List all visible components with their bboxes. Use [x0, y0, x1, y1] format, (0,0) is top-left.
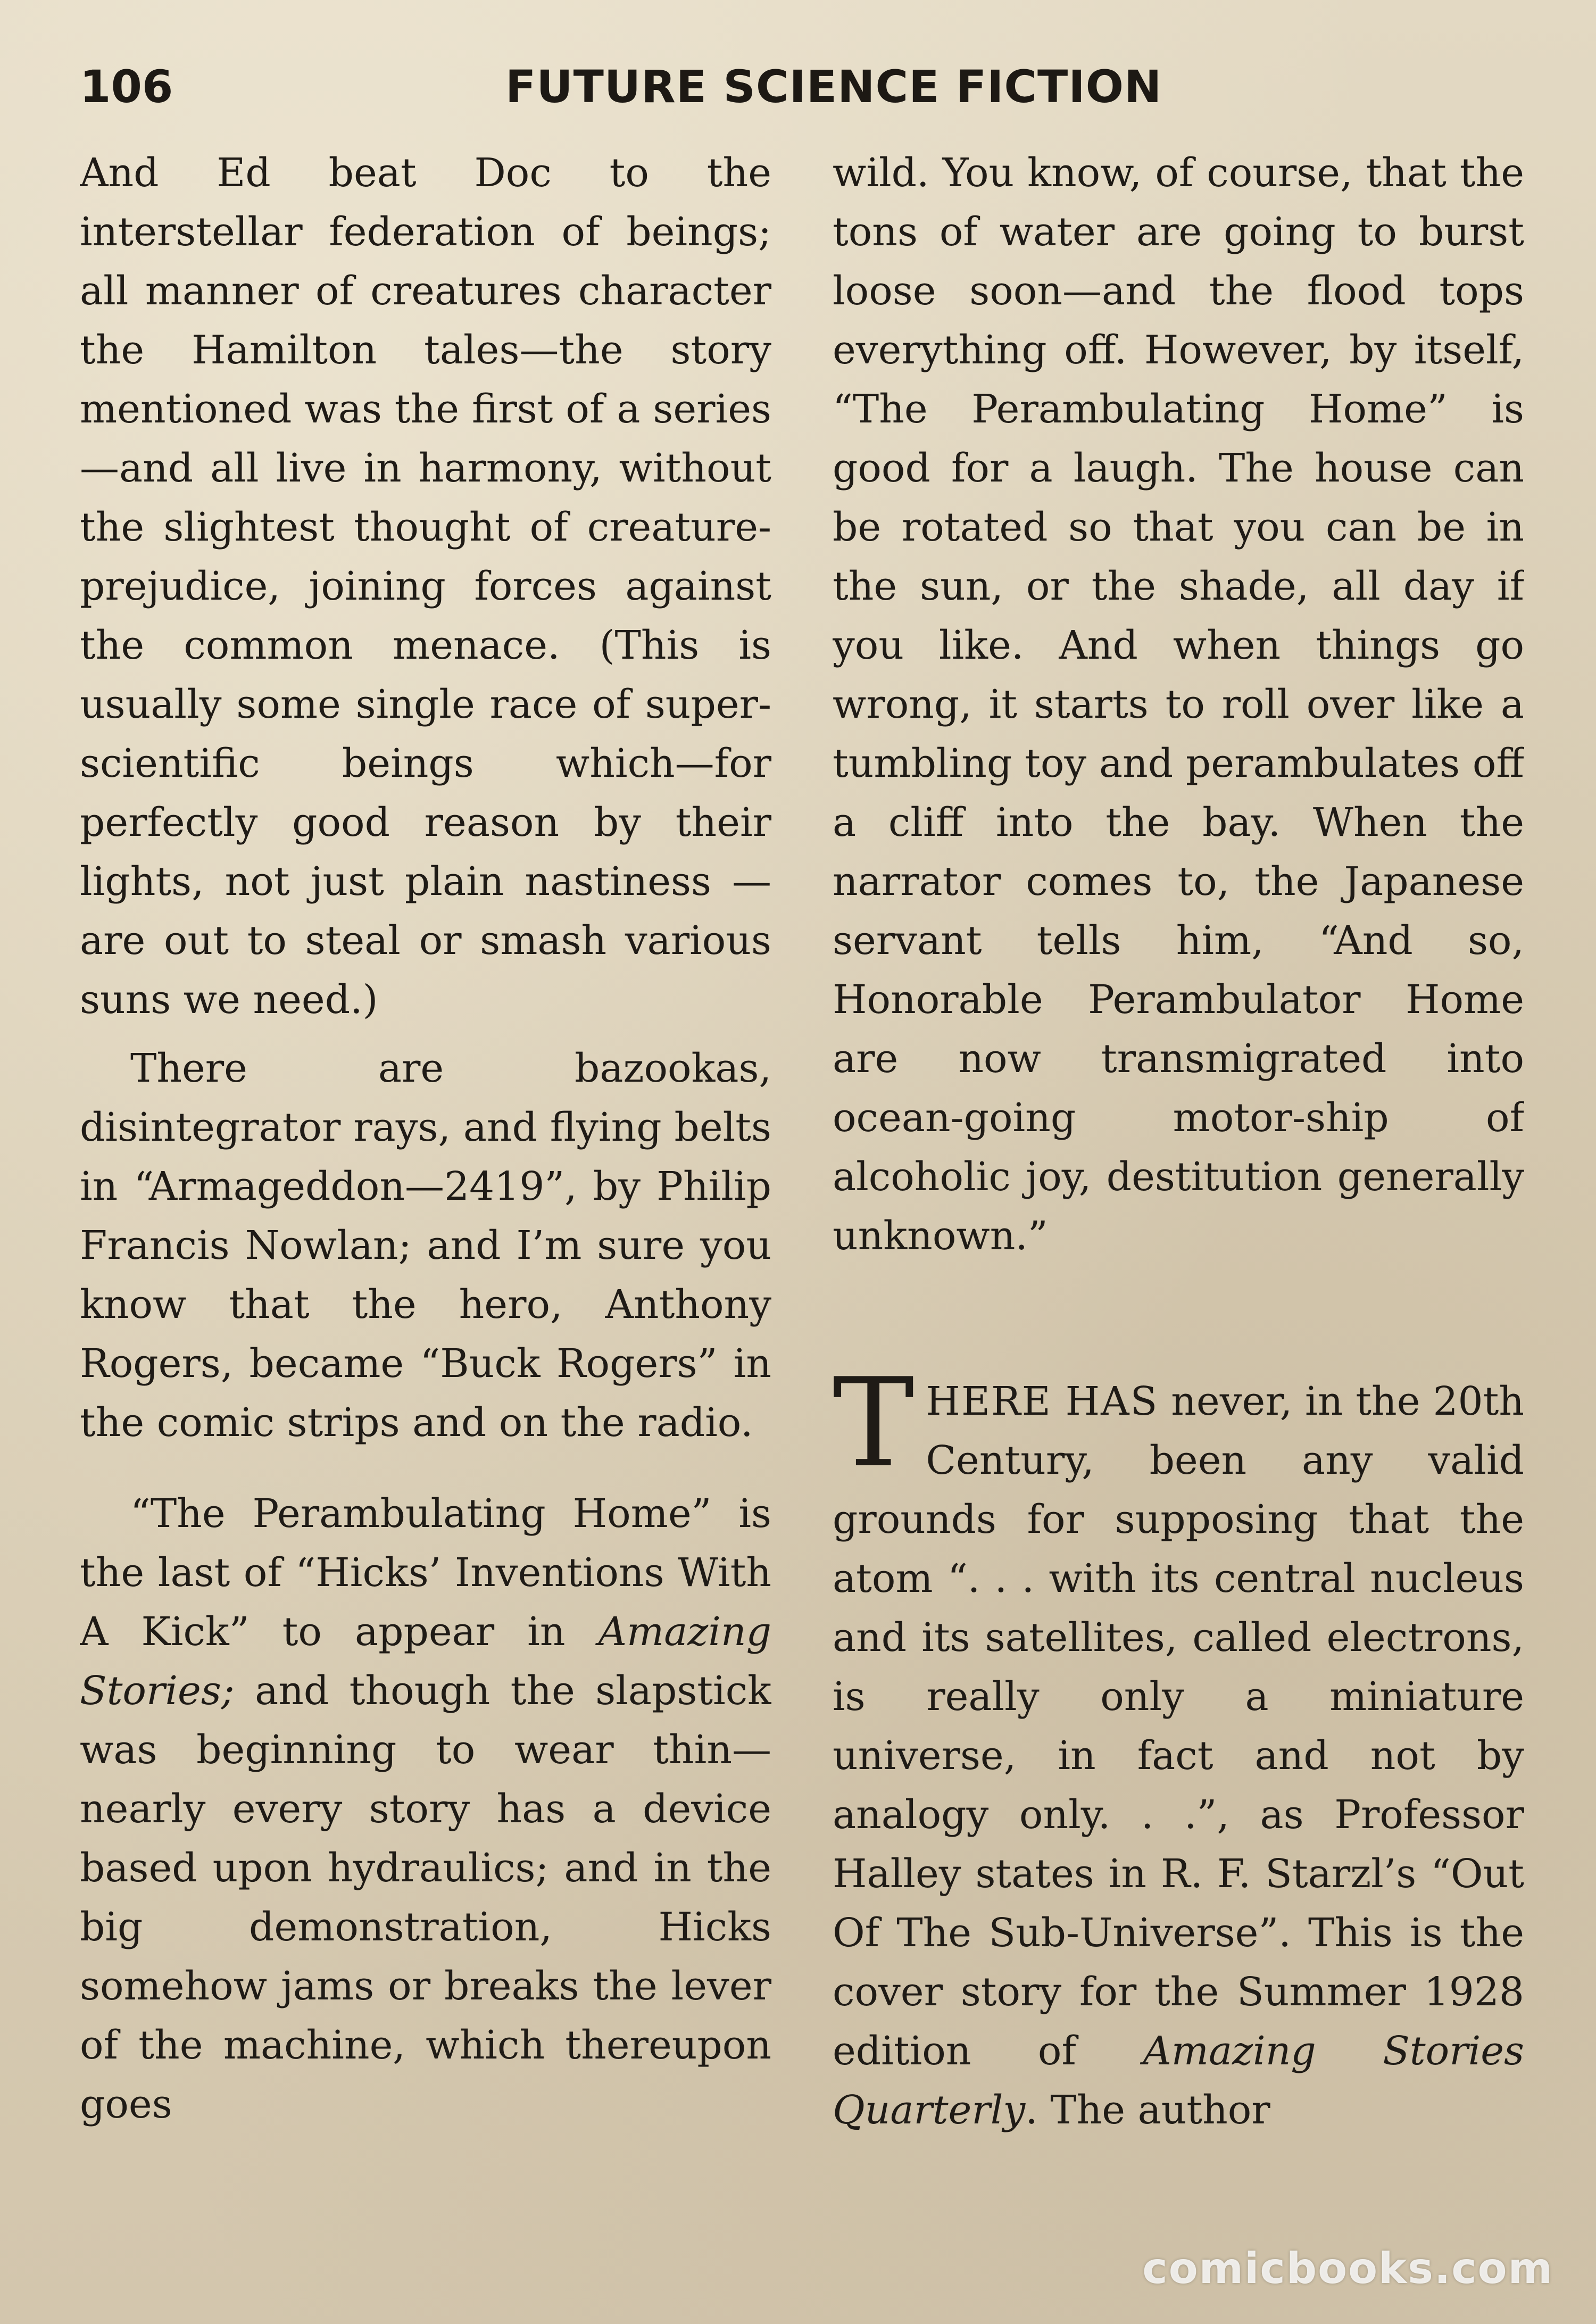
right-column [833, 144, 1524, 2245]
left-paragraph-3-text-a: “The Perambulating Home” is the last of “Hicks’ Inventions With A Kick” to appear in [80, 1491, 771, 1655]
opening-caps: HERE HAS [926, 1379, 1159, 1424]
right-paragraph-2-text: never, in the 20th Century, been any valid grounds for supposing that the atom “. . . with its central nucleus and its satellites, called electrons, is really only a miniature universe, in fact and not by analogy only. . .”, as Professor Halley states in R. F. Starzl’s “Out Of The Sub-Universe”. This is the cover story for the Summer 1928 edition of [833, 1379, 1524, 2074]
watermark: comicbooks.com [1142, 2244, 1553, 2293]
running-head: FUTURE SCIENCE FICTION [505, 61, 1162, 113]
left-paragraph-2: There are bazookas, disintegrator rays, and flying belts in “Armageddon—2419”, by Philip Francis Nowlan; and I’m sure you know that the hero, Anthony Rogers, became “Buck Rogers” in the comic strips and on the radio. [80, 1045, 771, 1446]
page-header [80, 57, 1162, 116]
right-paragraph-2 [833, 1352, 1524, 2140]
left-paragraph-1: And Ed beat Doc to the interstellar federation of beings; all manner of creatures character the Hamilton tales—the story mentioned was the first of a series—and all live in harmony, without the slightest thought of creature-prejudice, joining forces against the common menace. (This is usually some single race of super-scientific beings which—for perfectly good reason by their lights, not just plain nastiness —are out to steal or smash various suns we need.) [80, 150, 771, 1023]
left-paragraph-3 [80, 1484, 771, 2134]
right-paragraph-2-end: . The author [1025, 2087, 1270, 2133]
left-paragraph-3-text-b: and though the slapstick was beginning to wear thin—nearly every story has a device based upon hydraulics; and in the big demonstration, Hicks somehow jams or breaks the lever of the machine, which thereupon goes [80, 1668, 771, 2127]
quarterly-title-italic: Amazing Stories Quarterly [833, 2028, 1524, 2133]
left-column [80, 144, 771, 2245]
page-number: 106 [80, 61, 173, 113]
magazine-title-italic: Amazing Stories; [80, 1609, 771, 1714]
drop-cap: T [833, 1352, 915, 1495]
right-paragraph-1: wild. You know, of course, that the tons of water are going to burst loose soon—and the flood tops everything off. However, by itself, “The Perambulating Home” is good for a laugh. The house can be rotated so that you can be in the sun, or the shade, all day if you like. And when things go wrong, it starts to roll over like a tumbling toy and perambulates off a cliff into the bay. When the narrator comes to, the Japanese servant tells him, “And so, Honorable Perambulator Home are now transmigrated into ocean-going motor-ship of alcoholic joy, destitution generally unknown.” [833, 150, 1524, 1259]
